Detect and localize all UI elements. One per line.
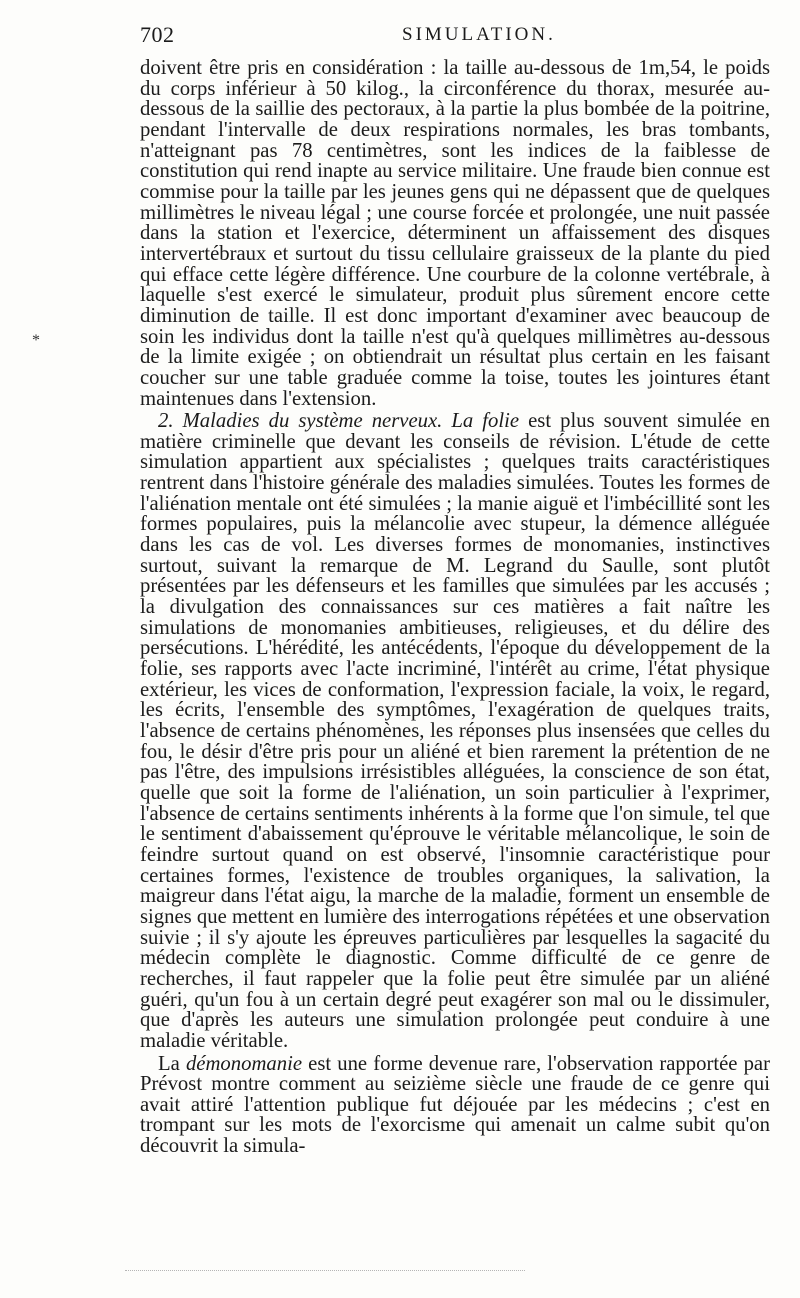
page-number: 702: [140, 22, 175, 47]
paragraph-height-measures: doivent être pris en considération : la taille au-dessous de 1m,54, le poids du corps inférieur à 50 kilog., la circonférence du thorax, mesurée au-dessous de la saillie des pectoraux, à la partie la plus bombée de la poitrine, pendant l'intervalle de deux respirations normales, les bras tombants, n'atteignant pas 78 centimètres, sont les indices de la faiblesse de constitution qui rend inapte au service militaire. Une fraude bien connue est commise pour la taille par les jeunes gens qui ne dépassent que de quelques millimètres le niveau légal ; une course forcée et prolongée, une nuit passée dans la station et l'exercice, déterminent un affaissement des disques intervertébraux et surtout du tissu cellulaire graisseux de la plante du pied qui efface cette légère différence. Une courbure de la colonne vertébrale, à laquelle s'est exercé le simulateur, produit plus sûrement encore cette diminution de taille. Il est donc important d'examiner avec beaucoup de soin les individus dont la taille n'est qu'à quelques millimètres au-dessous de la limite exigée ; on obtiendrait un résultat plus certain en les faisant coucher sur une table graduée comme la toise, toutes les jointures étant maintenues dans l'extension.: [140, 57, 770, 410]
term-demonomanie: démonomanie: [185, 1052, 303, 1075]
section-heading: 2. Maladies du système nerveux.: [158, 410, 443, 433]
term-la-folie: La folie: [451, 410, 520, 433]
paragraph-text: est plus souvent simulée en matière criminelle que devant les conseils de révision. L'étude de cette simulation appartient aux spécialistes ; quelques traits caractéristiques rentrent dans l'histoire générale des maladies simulées. Toutes les formes de l'aliénation mentale ont été simulées ; la manie aiguë et l'imbécillité sont les formes populaires, puis la mélancolie avec stupeur, la démence alléguée dans les cas de vol. Les diverses formes de monomanies, instinctives surtout, suivant la remarque de M. Legrand du Saulle, sont plutôt présentées par les défenseurs et les familles que simulées par les accusés ; la divulgation des connaissances sur ces matières a fait naître les simulations de monomanies ambitieuses, religieuses, et du délire des persécutions. L'hérédité, les antécédents, l'époque du développement de la folie, ses rapports avec l'acte incriminé, l'intérêt au crime, l'état physique extérieur, les vices de conformation, l'expression faciale, la voix, le regard, les écrits, l'ensemble des symptômes, l'exagération de quelques traits, l'absence de certains phénomènes, les réponses plus insensées que celles du fou, le désir d'être pris pour un aliéné et bien rarement la prétention de ne pas l'être, des impulsions irrésistibles alléguées, la conscience de son état, quelle que soit la forme de l'aliénation, un soin particulier à l'exprimer, l'absence de certains sentiments inhérents à la forme que l'on simule, tel que le sentiment d'abaissement qu'éprouve le véritable mélancolique, le soin de feindre surtout quand on est observé, l'insomnie caractéristique pour certaines formes, l'existence de troubles organiques, la salivation, la maigreur dans l'état aigu, la marche de la maladie, forment un ensemble de signes que mettent en lumière des interrogations répétées et une observation suivie ; il s'y ajoute les épreuves particulières par lesquelles la sagacité du médecin complète le diagnostic. Comme difficulté de ce genre de recherches, il faut rappeler que la folie peut être simulée par un aliéné guéri, qu'un fou à un certain degré peut exagérer son mal ou le dissimuler, que d'après les auteurs une simulation prolongée peut conduire à une maladie véritable.: [140, 410, 770, 1052]
paragraph-demonomania: [140, 1054, 770, 1157]
footer-rule: [125, 1270, 525, 1271]
paragraph-nervous-diseases: [140, 411, 770, 1051]
body-text: [140, 58, 770, 1157]
paragraph-text: est une forme devenue rare, l'observation rapportée par Prévost montre comment au seizième siècle une fraude de ce genre qui avait attiré l'attention publique fut déjouée par les médecins ; c'est en trompant sur les mots de l'exorcisme qui amenait un calme subit qu'on découvrit la simula-: [140, 1052, 770, 1158]
running-title: SIMULATION.: [402, 24, 556, 45]
margin-mark: *: [32, 332, 40, 349]
paragraph-lead: La: [158, 1052, 180, 1075]
running-head: [140, 22, 765, 52]
